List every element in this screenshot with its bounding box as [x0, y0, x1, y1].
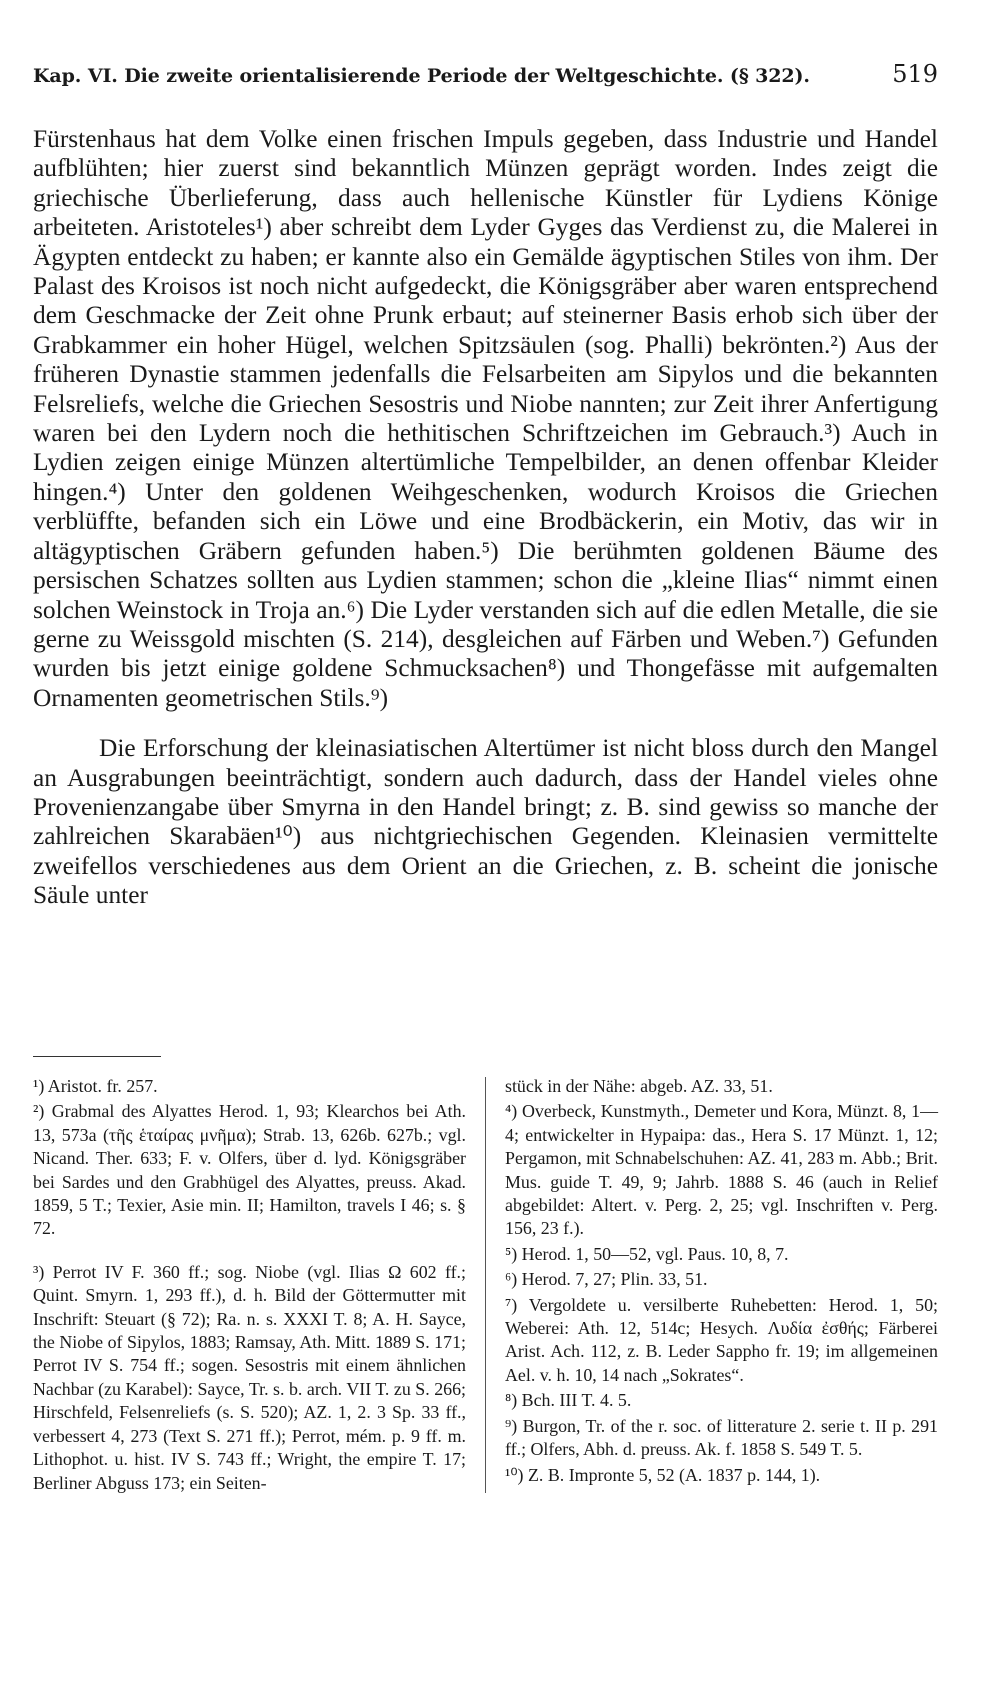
footnote-5: ⁵) Herod. 1, 50—52, vgl. Paus. 10, 8, 7. [505, 1243, 789, 1264]
footnote-7: ⁷) Vergoldete u. versilberte Ruhebetten: Herod. 1, 50; Weberei: Ath. 12, 514c; Hesych. Λυδία ἐσθής; Färberei Arist. Ach. 112, z. B. Leder Sappho fr. 19; im allgemeinen Ael. v. h. 10, 14 nach „Sokrates“. [505, 1294, 938, 1385]
main-text [33, 125, 938, 911]
running-title: Kap. VI. Die zweite orientalisierende Periode der Weltgeschichte. (§ 322). [33, 65, 810, 87]
footnote-column-left [33, 1075, 466, 1495]
footnote-3-continued: stück in der Nähe: abgeb. AZ. 33, 51. [505, 1076, 773, 1096]
running-head [33, 60, 938, 88]
footnote-2: ²) Grabmal des Alyattes Herod. 1, 93; Klearchos bei Ath. 13, 573a (τῆς ἑταίρας μνῆμα); Strab. 13, 626b. 627b.; vgl. Nicand. Ther. 633; F. v. Olfers, über d. lyd. Königsgräber bei Sardes und den Grabhügel des Alyattes, preuss. Akad. 1859, 5 T.; Texier, Asie min. II; Hamilton, travels I 46; s. § 72. [33, 1101, 466, 1239]
footnote-3: ³) Perrot IV F. 360 ff.; sog. Niobe (vgl. Ilias Ω 602 ff.; Quint. Smyrn. 1, 293 ff.), d. h. Bild der Göttermutter mit Inschrift: Steuart (§ 72); Ra. n. s. XXXI T. 8; A. H. Sayce, the Niobe of Sipylos, 1883; Ramsay, Ath. Mitt. 1889 S. 171; Perrot IV S. 754 ff.; sogen. Sesostris mit einem ähnlichen Nachbar (zu Karabel): Sayce, Tr. s. b. arch. VII T. zu S. 266; Hirschfeld, Felsenreliefs (s. S. 520); AZ. 1, 2. 3 Sp. 33 ff., verbessert 4, 273 (Text S. 271 ff.); Perrot, mém. p. 9 ff. m. Lithophot. u. hist. IV S. 743 ff.; Wright, the empire T. 17; Berliner Abguss 173; ein Seiten- [33, 1261, 466, 1493]
footnote-1: ¹) Aristot. fr. 257. [33, 1076, 158, 1096]
footnote-9: ⁹) Burgon, Tr. of the r. soc. of litterature 2. serie t. II p. 291 ff.; Olfers, Abh. d. preuss. Ak. f. 1858 S. 549 T. 5. [505, 1415, 938, 1460]
footnote-rule [33, 1056, 161, 1057]
footnote-10: ¹⁰) Z. B. Impronte 5, 52 (A. 1837 p. 144, 1). [505, 1464, 821, 1485]
footnote-4: ⁴) Overbeck, Kunstmyth., Demeter und Kora, Münzt. 8, 1—4; entwickelter in Hypaipa: das., Hera S. 17 Münzt. 1, 12; Pergamon, mit Schnabelschuhen: AZ. 41, 283 m. Abb.; Brit. Mus. guide T. 49, 9; Jahrb. 1888 S. 46 (auch in Relief abgebildet: Altert. v. Perg. 2, 25; vgl. Inschriften v. Perg. 156, 23 f.). [505, 1101, 938, 1239]
footnotes [33, 1075, 938, 1495]
column-divider [485, 1077, 486, 1493]
footnote-8: ⁸) Bch. III T. 4. 5. [505, 1390, 632, 1411]
footnote-6: ⁶) Herod. 7, 27; Plin. 33, 51. [505, 1269, 708, 1290]
paragraph-1: Fürstenhaus hat dem Volke einen frischen Impuls gegeben, dass Industrie und Handel aufblühten; hier zuerst sind bekanntlich Münzen geprägt worden. Indes zeigt die griechische Überlieferung, dass auch hellenische Künstler für Lydiens Könige arbeiteten. Aristoteles¹) aber schreibt dem Lyder Gyges das Verdienst zu, die Malerei in Ägypten entdeckt zu haben; er kannte also ein Gemälde ägyptischen Stiles von ihm. Der Palast des Kroisos ist noch nicht aufgedeckt, die Königsgräber aber waren entsprechend dem Geschmacke der Zeit ohne Prunk erbaut; auf steinerner Basis erhob sich über der Grabkammer ein hoher Hügel, welchen Spitzsäulen (sog. Phalli) bekrönten.²) Aus der früheren Dynastie stammen jedenfalls die Felsarbeiten am Sipylos und die bekannten Felsreliefs, welche die Griechen Sesostris und Niobe nannten; zur Zeit ihrer Anfertigung waren bei den Lydern noch die hethitischen Schriftzeichen im Gebrauch.³) Auch in Lydien zeigen einige Münzen altertümliche Tempelbilder, an denen offenbar Kleider hingen.⁴) Unter den goldenen Weihgeschenken, wodurch Kroisos die Griechen verblüffte, befanden sich ein Löwe und eine Brodbäckerin, ein Motiv, das wir in altägyptischen Gräbern gefunden haben.⁵) Die berühmten goldenen Bäume des persischen Schatzes sollten aus Lydien stammen; schon die „kleine Ilias“ nimmt einen solchen Weinstock in Troja an.⁶) Die Lyder verstanden sich auf die edlen Metalle, die sie gerne zu Weissgold mischten (S. 214), desgleichen auf Färben und Weben.⁷) Gefunden wurden bis jetzt einige goldene Schmucksachen⁸) und Thongefässe mit aufgemalten Ornamenten geometrischen Stils.⁹) [33, 125, 938, 712]
paragraph-2: Die Erforschung der kleinasiatischen Altertümer ist nicht bloss durch den Mangel an Ausgrabungen beeinträchtigt, sondern auch dadurch, dass der Handel vieles ohne Provenienzangabe über Smyrna in den Handel bringt; z. B. sind gewiss so manche der zahlreichen Skarabäen¹⁰) aus nichtgriechischen Gegenden. Kleinasien vermittelte zweifellos verschiedenes aus dem Orient an die Griechen, z. B. scheint die jonische Säule unter [33, 734, 938, 910]
page-number: 519 [892, 60, 938, 88]
footnote-column-right [505, 1075, 938, 1495]
